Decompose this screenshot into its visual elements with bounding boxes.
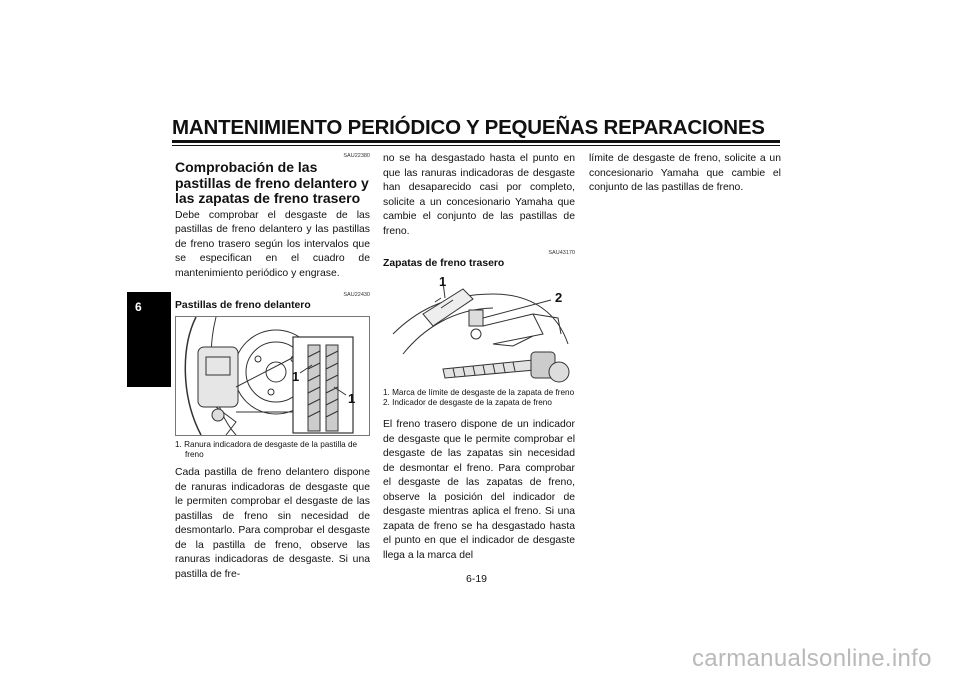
figure-caption: 1. Ranura indicadora de desgaste de la pastilla de freno bbox=[175, 440, 358, 459]
body-paragraph: límite de desgaste de freno, solicite a un concesionario Yamaha que cambie el conjunto de las pastillas de freno. bbox=[589, 153, 781, 193]
rear-brake-shoe-illustration bbox=[383, 274, 575, 384]
body-paragraph: no se ha desgastado hasta el punto en que las ranuras indicadoras de desgaste han desaparecido casi por completo, solicite a un concesionario Yamaha que cambie el conjunto de las pastillas de freno. bbox=[383, 153, 575, 237]
page-title: MANTENIMIENTO PERIÓDICO Y PEQUEÑAS REPARACIONES bbox=[172, 116, 765, 139]
callout-1: 1 bbox=[292, 369, 300, 384]
section-heading: Comprobación de las pastillas de freno delantero y las zapatas de freno trasero bbox=[175, 159, 369, 206]
body-paragraph: El freno trasero dispone de un indicador de desgaste que le permite comprobar el desgaste de las zapatas sin necesidad de desmontar el freno. Para comprobar el desgaste de las zapatas de freno, observe la posición del indicador de desgaste mientras aplica el freno. Si una zapata de freno se ha desgastado hasta el punto en que el indicador de desgaste llega a la marca del bbox=[383, 419, 575, 561]
section-code: SAU22380 bbox=[343, 153, 370, 159]
callout-1: 1 bbox=[439, 274, 447, 289]
subheading-rear-shoes: Zapatas de freno trasero bbox=[383, 258, 505, 269]
front-brake-pad-illustration bbox=[175, 316, 370, 436]
column-3 bbox=[589, 152, 781, 196]
callout-1: 1 bbox=[348, 391, 356, 406]
section-code: SAU43170 bbox=[548, 250, 575, 256]
subheading-front-pads: Pastillas de freno delantero bbox=[175, 300, 311, 311]
column-1 bbox=[175, 152, 370, 582]
callout-2: 2 bbox=[555, 290, 563, 305]
body-paragraph: Cada pastilla de freno delantero dispone de ranuras indicadoras de desgaste que le permiten comprobar el desgaste de las pastillas de freno sin necesidad de desmontarlo. Para comprobar el desgaste de la pastilla de freno, observe las ranuras indicadoras de desgaste. Si una pastilla de fre- bbox=[175, 467, 370, 580]
chapter-tab: 6 bbox=[127, 292, 171, 387]
watermark: carmanualsonline.info bbox=[692, 645, 932, 672]
section-code: SAU22430 bbox=[343, 292, 370, 298]
header-rule bbox=[172, 140, 780, 143]
header-rule-thin bbox=[172, 145, 780, 146]
column-2 bbox=[383, 152, 575, 563]
figure-caption: 1. Marca de límite de desgaste de la zapata de freno 2. Indicador de desgaste de la zapata de freno bbox=[383, 388, 575, 407]
page-number: 6-19 bbox=[466, 573, 488, 585]
intro-paragraph: Debe comprobar el desgaste de las pastillas de freno delantero y las pastillas de freno trasero según los intervalos que se especifican en el cuadro de mantenimiento periódico y engrase. bbox=[175, 209, 370, 279]
